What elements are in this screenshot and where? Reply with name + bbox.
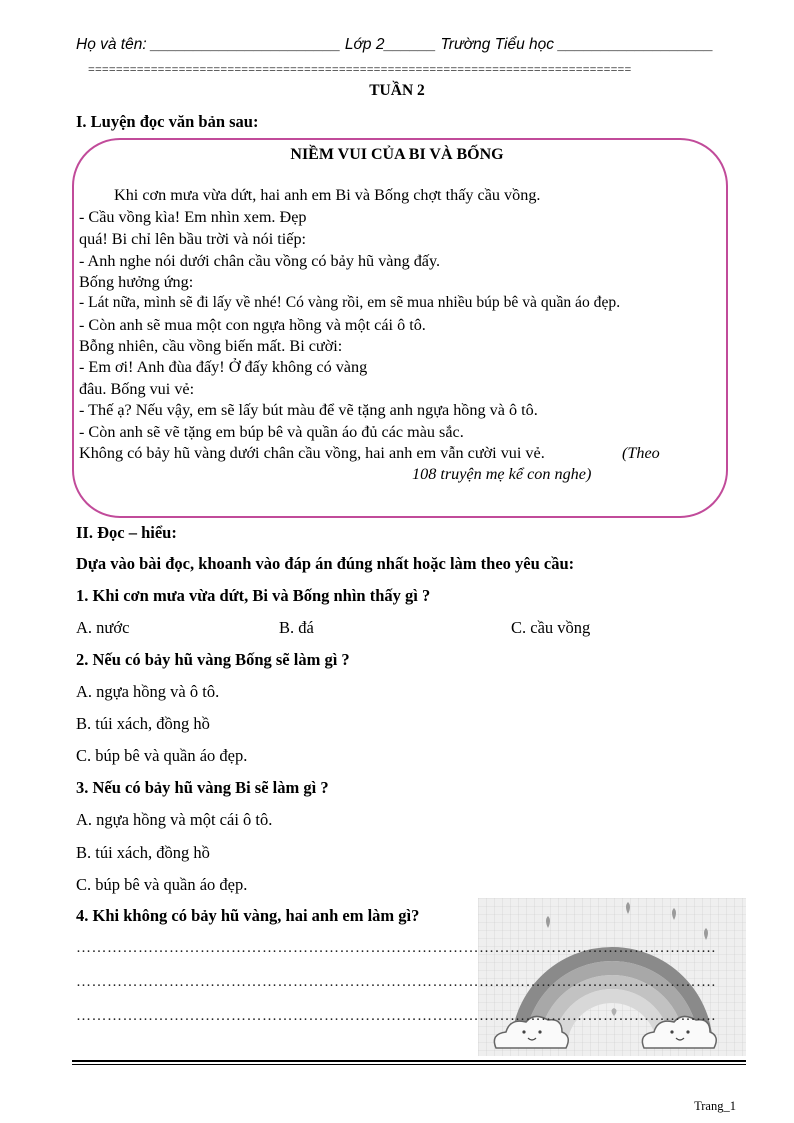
story-line: - Còn anh sẽ mua một con ngựa hồng và một cái ô tô. <box>79 316 426 334</box>
answer-line[interactable]: ……………………………………………………………………………………………………………. <box>76 974 716 990</box>
question-4: 4. Khi không có bảy hũ vàng, hai anh em làm gì? <box>76 906 420 925</box>
q1-option-c[interactable]: C. cầu vồng <box>511 618 591 637</box>
q2-option-c[interactable]: C. búp bê và quần áo đẹp. <box>76 746 248 765</box>
week-title: TUẦN 2 <box>369 82 425 99</box>
story-line: Bỗng nhiên, cầu vồng biến mất. Bi cười: <box>79 337 343 355</box>
story-line: quá! Bi chỉ lên bầu trời và nói tiếp: <box>79 230 307 248</box>
story-title: NIỀM VUI CỦA BI VÀ BỐNG <box>290 146 504 163</box>
q3-option-a[interactable]: A. ngựa hồng và một cái ô tô. <box>76 810 273 829</box>
story-line: Khi cơn mưa vừa dứt, hai anh em Bi và Bống chợt thấy cầu vồng. <box>114 186 541 204</box>
q2-option-b[interactable]: B. túi xách, đồng hồ <box>76 714 210 733</box>
q1-option-a[interactable]: A. nước <box>76 618 130 637</box>
section1-heading: I. Luyện đọc văn bản sau: <box>76 112 259 131</box>
story-line: - Thế ạ? Nếu vậy, em sẽ lấy bút màu để vẽ tặng anh ngựa hồng và ô tô. <box>79 401 538 419</box>
q3-option-b[interactable]: B. túi xách, đồng hồ <box>76 843 210 862</box>
answer-line[interactable]: ……………………………………………………………………………………………………………. <box>76 1008 716 1024</box>
section2-heading: II. Đọc – hiểu: <box>76 523 177 542</box>
footer-rule <box>72 1060 746 1062</box>
question-3: 3. Nếu có bảy hũ vàng Bi sẽ làm gì ? <box>76 778 329 797</box>
story-line: - Em ơi! Anh đùa đấy! Ở đấy không có vàng <box>79 358 368 376</box>
q1-option-b[interactable]: B. đá <box>279 618 314 637</box>
student-info-line: Họ và tên: ______________________ Lớp 2______ Trường Tiểu học __________________ <box>76 36 714 53</box>
answer-line[interactable]: ……………………………………………………………………………………………………………. <box>76 940 716 956</box>
story-line: Bống hưởng ứng: <box>79 273 194 291</box>
footer-rule-thin <box>72 1064 746 1065</box>
story-line: - Anh nghe nói dưới chân cầu vồng có bảy hũ vàng đấy. <box>79 252 441 270</box>
instruction: Dựa vào bài đọc, khoanh vào đáp án đúng nhất hoặc làm theo yêu cầu: <box>76 554 575 573</box>
q3-option-c[interactable]: C. búp bê và quần áo đẹp. <box>76 875 248 894</box>
story-line: đâu. Bống vui vẻ: <box>79 380 195 398</box>
story-source-1: (Theo <box>622 444 660 462</box>
story-line: - Cầu vồng kìa! Em nhìn xem. Đẹp <box>79 208 307 226</box>
question-2: 2. Nếu có bảy hũ vàng Bống sẽ làm gì ? <box>76 650 350 669</box>
story-line: - Còn anh sẽ vẽ tặng em búp bê và quần áo đủ các màu sắc. <box>79 423 464 441</box>
story-source-2: 108 truyện mẹ kể con nghe) <box>412 465 592 483</box>
story-line: - Lát nữa, mình sẽ đi lấy về nhé! Có vàng rồi, em sẽ mua nhiều búp bê và quần áo đẹp. <box>79 294 621 311</box>
header-separator: ============================================================================== <box>88 62 632 76</box>
page-number: Trang_1 <box>694 1099 736 1113</box>
q2-option-a[interactable]: A. ngựa hồng và ô tô. <box>76 682 220 701</box>
story-line: Không có bảy hũ vàng dưới chân cầu vồng, hai anh em vẫn cười vui vẻ. <box>79 444 545 462</box>
question-1: 1. Khi cơn mưa vừa dứt, Bi và Bống nhìn thấy gì ? <box>76 586 431 605</box>
